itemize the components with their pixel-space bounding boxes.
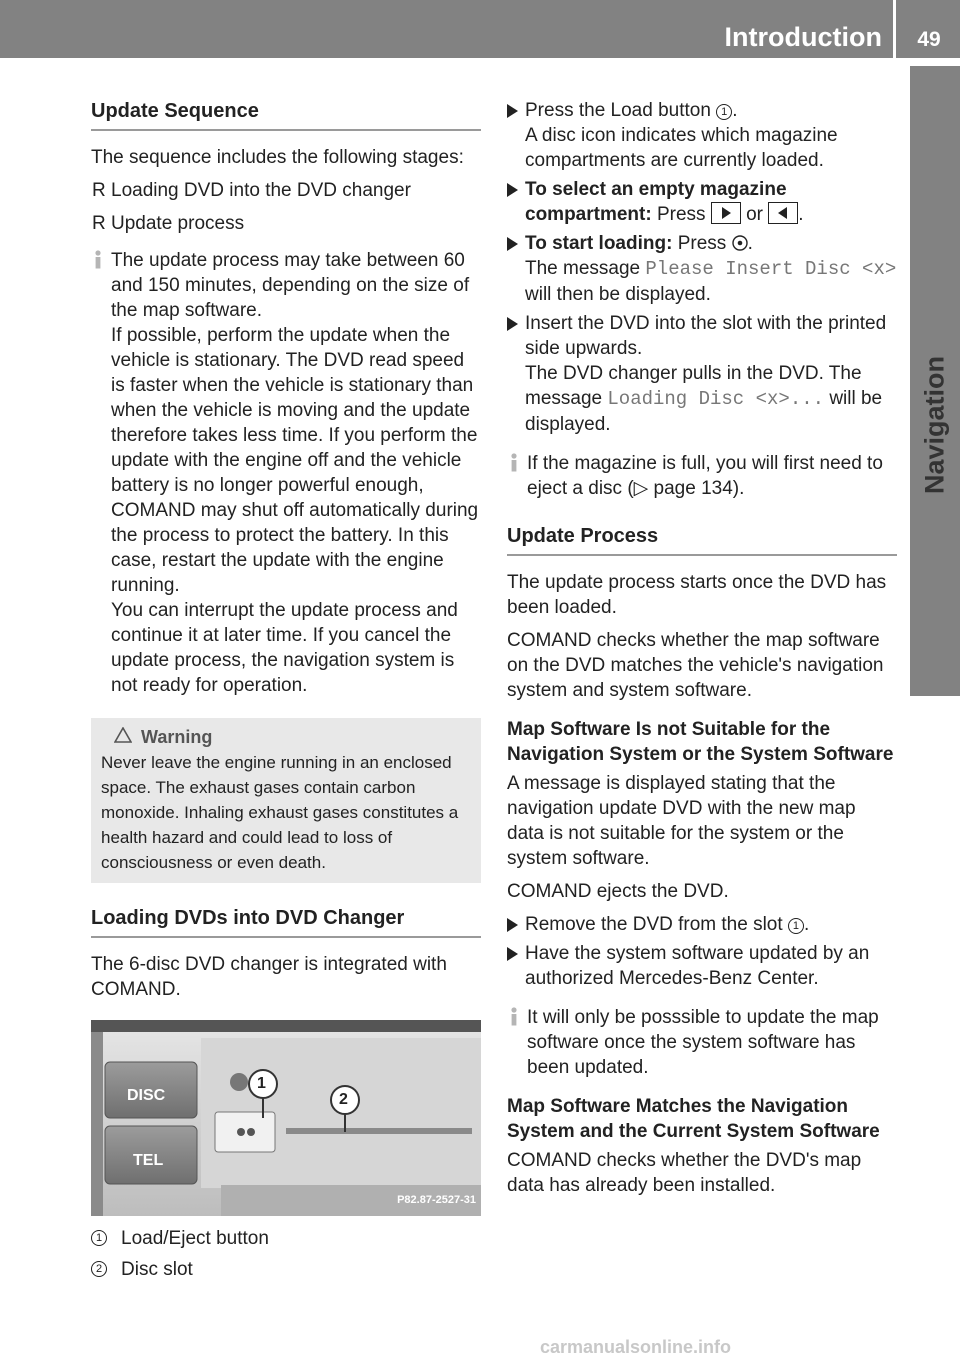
bullet-mark: R [92,213,106,234]
info-icon [507,453,521,473]
warning-box [91,718,481,883]
step-update-software: Have the system software updated by an authorized Mercedes-Benz Center. [507,941,897,991]
callout-1: 1 [257,1075,266,1092]
side-tab-label: Navigation [919,355,950,495]
step-select-compartment: To select an empty magazine compartment: Press or . [507,177,897,227]
info-note: It will only be posssible to update the map software once the system software has been updated. [507,1005,897,1080]
subheading-matches: Map Software Matches the Navigation System and the Current System Software [507,1096,880,1142]
step-press-load: Press the Load button 1 . A disc icon indicates which magazine compartments are currently loaded. [507,98,897,173]
previous-key-icon [768,202,798,224]
tel-button-label: TEL [133,1152,164,1169]
heading-loading: Loading DVDs into DVD Changer [91,905,481,938]
callout-2: 2 [339,1091,348,1108]
list-item: R Update process [92,213,245,234]
dvd-changer-illustration [91,1020,481,1216]
header-band [0,0,960,58]
legend-item: 1 Load/Eject button [91,1226,481,1251]
step-arrow-icon [507,104,518,118]
left-column [91,98,481,1282]
sequence-intro: The sequence includes the following stages: [91,147,464,168]
heading-update-sequence: Update Sequence [91,98,481,131]
right-column: Press the Load button 1 . A disc icon indicates which magazine compartments are currently loaded. To select an empty magazine compartment: Press or . To start loading: Press . The message Please Insert Disc <x> will then be displayed. Insert the DVD into the slot with the printed side upwards. The DVD changer pulls in the DVD. The message Loading Disc <x>... will be displayed. If the magazine is full, you will first need to eject a disc (▷ page 134). Update Process The update process starts once the DVD has been loaded. COMAND checks whether the map software on the DVD matches the vehicle's navigation system and system software. Map Software Is not Suitable for the Navigation System or the System Software A message is displayed stating that the navigation update DVD with the new map data is not suitable for the system or the system software. COMAND ejects the DVD. Remove the DVD from the slot 1 . Have the system software updated by an authorized Mercedes-Benz Center. It will only be posssible to update the map software once the system software has been updated. Map Software Matches the Navigation System and the Current System Software COMAND checks whether the DVD's map data has already been installed. [507,100,897,1196]
loading-intro: The 6-disc DVD changer is integrated with COMAND. [91,954,447,1000]
step-remove-dvd: Remove the DVD from the slot 1 . [507,912,897,937]
list-item: R Loading DVD into the DVD changer [92,180,411,201]
callout-marker: 1 [788,918,804,934]
callout-marker: 1 [716,104,732,120]
page-ref-icon: ▷ [633,478,654,499]
step-arrow-icon [507,183,518,197]
display-message: Please Insert Disc <x> [645,258,897,280]
ok-key-icon [732,235,748,251]
step-arrow-icon [507,237,518,251]
warning-text: Never leave the engine running in an enclosed space. The exhaust gases contain carbon monoxide. Inhaling exhaust gases constitutes a health hazard and could lead to loss of consciousness or even death. [101,753,459,872]
info-note: If the magazine is full, you will first need to eject a disc (▷ page 134). [507,451,897,501]
page-link[interactable]: page 134 [653,478,733,499]
watermark: carmanualsonline.info [540,1337,732,1357]
step-insert-dvd: Insert the DVD into the slot with the printed side upwards. The DVD changer pulls in the DVD. The message Loading Disc <x>... will be displayed. [507,311,897,437]
bullet-mark: R [92,180,106,201]
header-divider [893,0,896,58]
info-icon [507,1007,521,1027]
header-title: Introduction [724,22,882,52]
warning-icon [114,727,132,743]
display-message: Loading Disc <x>... [607,388,825,410]
legend-item: 2 Disc slot [91,1257,481,1282]
step-arrow-icon [507,317,518,331]
photo-reference: P82.87-2527-31 [397,1194,476,1206]
warning-title: Warning [101,725,471,750]
page-number: 49 [917,28,941,51]
step-arrow-icon [507,947,518,961]
subheading-not-suitable: Map Software Is not Suitable for the Navigation System or the System Software [507,719,894,765]
disc-button-label: DISC [127,1087,166,1104]
info-note: The update process may take between 60 and 150 minutes, depending on the size of the map software. If possible, perform the update when the vehicle is stationary. The DVD read speed is faster when the vehicle is stationary than when the vehicle is moving and the update therefore takes less time. If you perform the update with the engine off and the vehicle battery is no longer powerful enough, COMAND may shut off automatically during the process to protect the battery. In this case, restart the update with the engine running. You can interrupt the update process and continue it at later time. If you cancel the update process, the navigation system is not ready for operation. [91,248,481,698]
next-key-icon [711,202,741,224]
heading-update-process: Update Process [507,523,897,556]
info-icon [91,250,105,270]
dvd-changer-photo [91,1020,481,1216]
step-arrow-icon [507,918,518,932]
step-start-loading: To start loading: Press . The message Please Insert Disc <x> will then be displayed. [507,231,897,307]
